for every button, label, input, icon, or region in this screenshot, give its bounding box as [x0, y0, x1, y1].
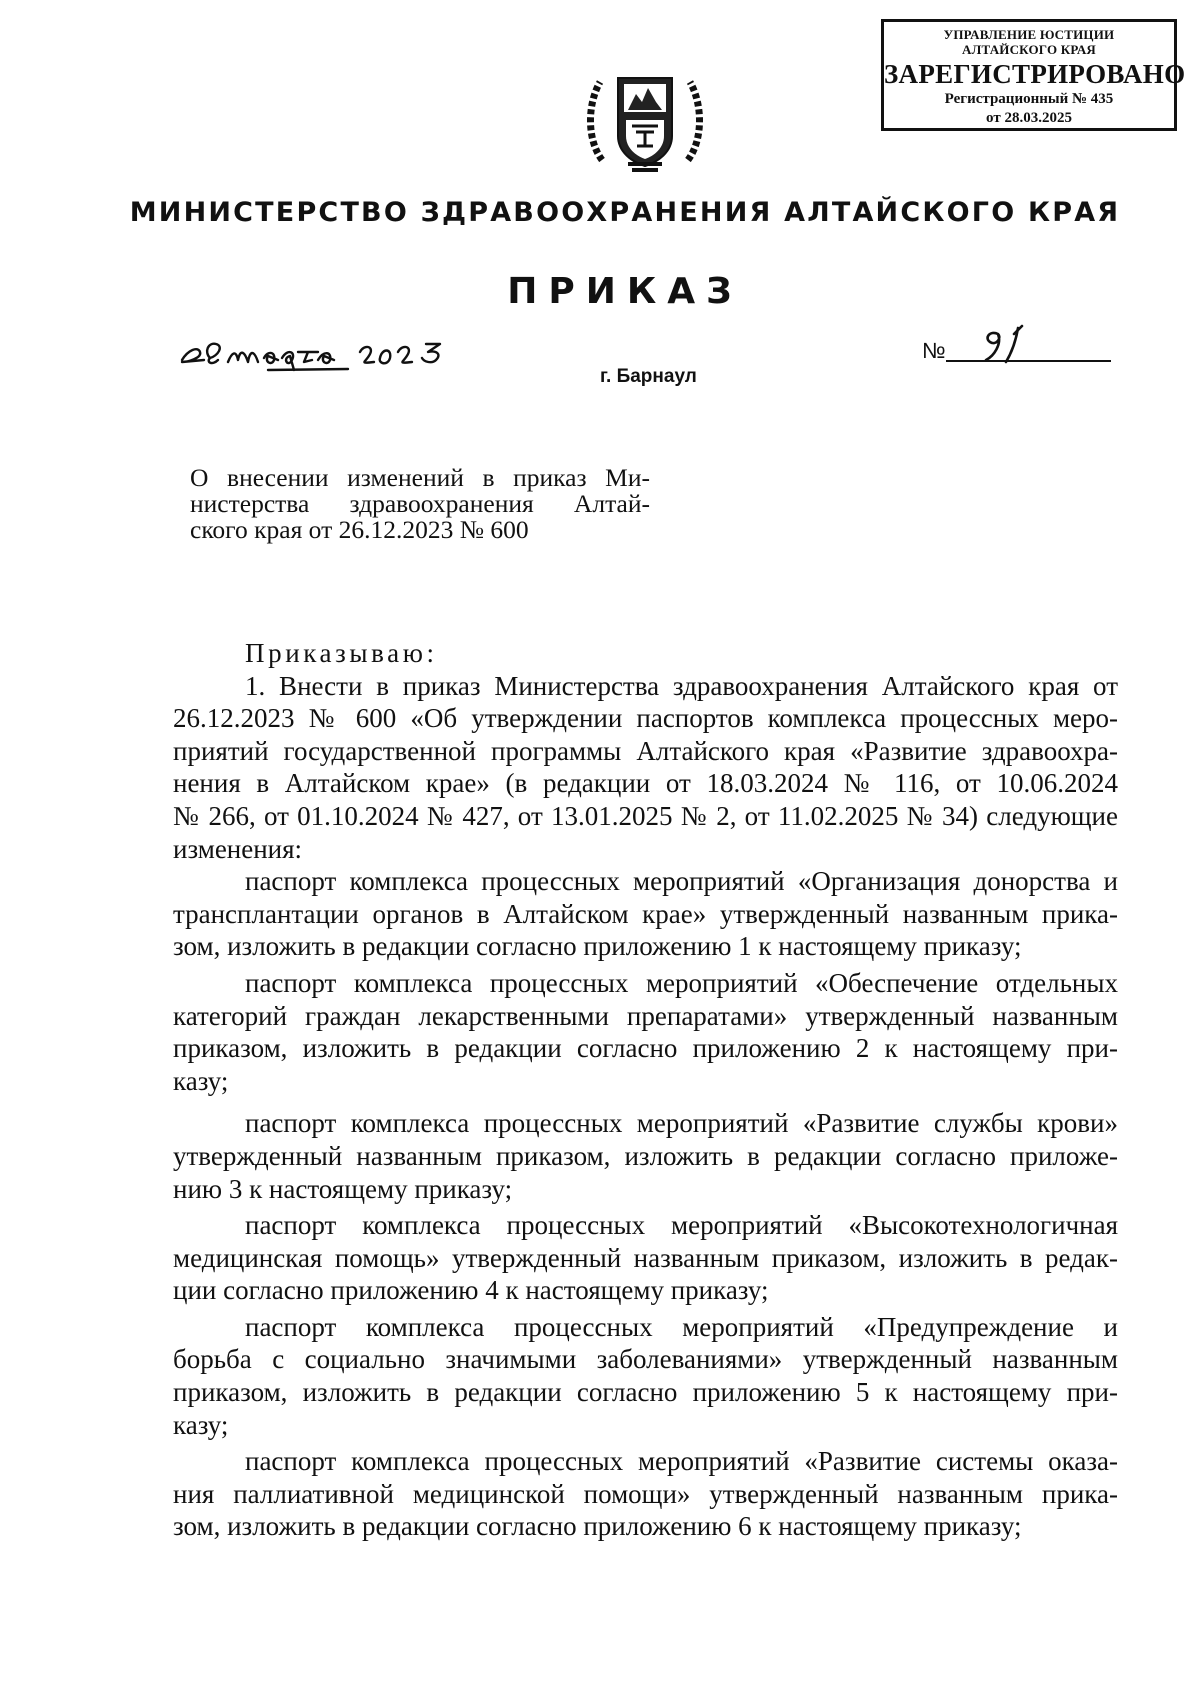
body-line: нию 3 к настоящему приказу;: [173, 1173, 513, 1204]
body-line: № 266, от 01.10.2024 № 427, от 13.01.2025 № 2, от 11.02.2025 № 34) следующие: [173, 800, 1118, 831]
body-line: паспорт комплекса процессных мероприятий «Развитие системы оказа-: [245, 1446, 1118, 1477]
city-name: г. Барнаул: [600, 366, 697, 387]
document-type-title: ПРИКАЗ: [507, 271, 743, 312]
stamp-department-line2: АЛТАЙСКОГО КРАЯ: [962, 42, 1096, 57]
body-line: изменения:: [173, 833, 303, 864]
coat-of-arms-emblem: [582, 60, 708, 180]
handwritten-order-number: [976, 324, 1036, 364]
body-line: паспорт комплекса процессных мероприятий «Развитие службы крови»: [245, 1108, 1118, 1139]
subject-line: О внесении изменений в приказ Ми-: [190, 463, 650, 492]
order-subject: [190, 465, 650, 543]
body-line: 26.12.2023 № 600 «Об утверждении паспортов комплекса процессных меро-: [173, 703, 1118, 734]
subject-line: ского края от 26.12.2023 № 600: [190, 515, 529, 544]
ministry-name: МИНИСТЕРСТВО ЗДРАВООХРАНЕНИЯ АЛТАЙСКОГО КРАЯ: [129, 197, 1121, 228]
subject-line: нистерства здравоохранения Алтай-: [190, 489, 650, 518]
order-word: Приказываю:: [245, 638, 438, 668]
body-line: трансплантации органов в Алтайском крае» утвержденный названным прика-: [173, 898, 1118, 929]
stamp-department-line1: УПРАВЛЕНИЕ ЮСТИЦИИ: [943, 27, 1115, 42]
body-line: нения в Алтайском крае» (в редакции от 18.03.2024 № 116, от 10.06.2024: [173, 768, 1118, 799]
body-line: утвержденный названным приказом, изложить в редакции согласно приложе-: [173, 1140, 1118, 1171]
body-line: паспорт комплекса процессных мероприятий «Предупреждение и: [245, 1311, 1118, 1342]
body-line: паспорт комплекса процессных мероприятий «Высокотехнологичная: [245, 1210, 1118, 1241]
stamp-registration-number: Регистрационный № 435: [944, 91, 1114, 107]
body-line: приказом, изложить в редакции согласно приложению 2 к настоящему при-: [173, 1033, 1118, 1064]
registration-stamp: [881, 19, 1186, 131]
body-line: категорий граждан лекарственными препаратами» утвержденный названным: [173, 1000, 1118, 1031]
body-line: казу;: [173, 1065, 229, 1096]
body-line: 1. Внести в приказ Министерства здравоохранения Алтайского края от: [245, 670, 1118, 701]
body-line: паспорт комплекса процессных мероприятий «Организация донорства и: [245, 866, 1118, 897]
body-line: приказом, изложить в редакции согласно приложению 5 к настоящему при-: [173, 1377, 1118, 1408]
stamp-status: ЗАРЕГИСТРИРОВАНО: [884, 59, 1186, 89]
body-line: зом, изложить в редакции согласно приложению 1 к настоящему приказу;: [173, 931, 1022, 962]
stamp-registration-date: от 28.03.2025: [986, 110, 1072, 126]
order-number-label: №: [922, 338, 946, 363]
handwritten-date-text: [180, 318, 470, 359]
body-line: казу;: [173, 1409, 229, 1440]
order-body: [173, 637, 1118, 1543]
body-line: паспорт комплекса процессных мероприятий «Обеспечение отдельных: [245, 967, 1118, 998]
body-line: приятий государственной программы Алтайского края «Развитие здравоохра-: [173, 735, 1118, 766]
body-line: медицинская помощь» утвержденный названным приказом, изложить в редак-: [173, 1242, 1118, 1273]
body-line: ния паллиативной медицинской помощи» утвержденный названным прика-: [173, 1478, 1118, 1509]
body-line: зом, изложить в редакции согласно приложению 6 к настоящему приказу;: [173, 1511, 1022, 1542]
body-line: борьба с социально значимыми заболеваниями» утвержденный названным: [173, 1344, 1118, 1375]
body-line: ции согласно приложению 4 к настоящему приказу;: [173, 1275, 769, 1306]
